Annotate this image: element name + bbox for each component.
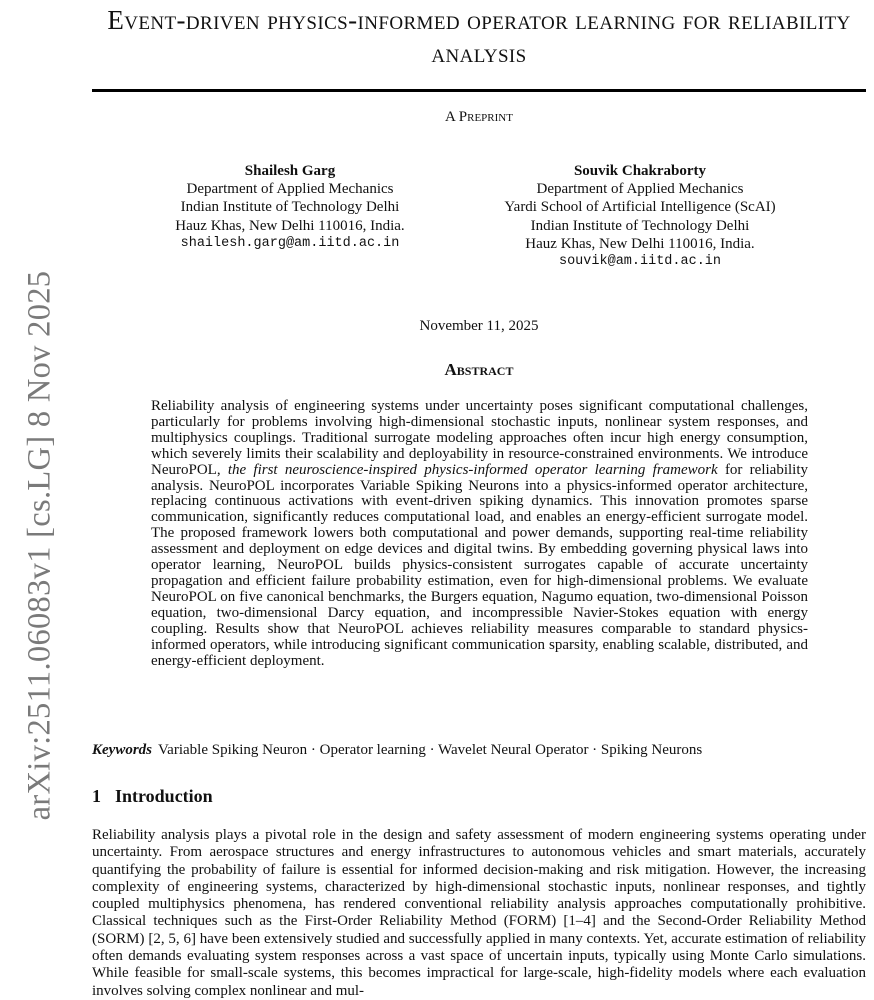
abstract-text-emphasis: the first neuroscience-inspired physics-informed operator learning framework	[227, 461, 718, 478]
author-affiliation-line: Yardi School of Artificial Intelligence (ScAI)	[504, 199, 776, 216]
author-block-2	[480, 162, 800, 271]
author-affiliation-line: Department of Applied Mechanics	[536, 181, 744, 198]
author-affiliation-line: Hauz Khas, New Delhi 110016, India.	[175, 217, 405, 234]
section-heading	[92, 786, 213, 807]
author-block-1	[150, 162, 430, 253]
abstract-body	[151, 399, 808, 669]
keywords-text: Variable Spiking Neuron · Operator learning · Wavelet Neural Operator · Spiking Neurons	[158, 742, 703, 758]
author-affiliation-line: Indian Institute of Technology Delhi	[180, 199, 400, 216]
arxiv-identifier-text: arXiv:2511.06083v1 [cs.LG] 8 Nov 2025	[21, 270, 58, 820]
abstract-heading: Abstract	[444, 360, 514, 379]
title-rule	[92, 89, 866, 92]
introduction-paragraph: Reliability analysis plays a pivotal role in the design and safety assessment of modern engineering systems operating under uncertainty. From aerospace structures and energy infrastructures to autonomous vehicles and smart materials, accurately quantifying the probability of failure is essential for informed decision-making and risk mitigation. However, the increasing complexity of engineering systems, characterized by high-dimensional stochastic inputs, nonlinear responses, and tightly coupled multiphysics phenomena, has rendered conventional reliability analysis approaches computationally prohibitive. Classical techniques such as the First-Order Reliability Method (FORM) [1–4] and the Second-Order Reliability Method (SORM) [2, 5, 6] have been extensively studied and successfully applied in many contexts. Yet, accurate estimation of reliability often demands evaluating system responses across a vast space of uncertain inputs, typically using Monte Carlo simulations. While feasible for small-scale systems, this becomes impractical for large-scale, high-fidelity models where each evaluation involves solving complex nonlinear and mul-	[92, 827, 866, 999]
author-name: Souvik Chakraborty	[573, 163, 707, 179]
abstract-text-after: for reliability analysis. NeuroPOL incorporates Variable Spiking Neurons into a physics-informed operator architecture, replacing continuous activations with event-driven spiking dynamics. This innovation promotes sparse communication, significantly reduces computational load, and enables an energy-efficient surrogate model. The proposed framework lowers both computational and power demands, supporting real-time reliability assessment and deployment on edge devices and digital twins. By embedding governing physical laws into operator learning, NeuroPOL builds physics-consistent surrogates capable of accurate uncertainty propagation and efficient failure probability estimation, even for high-dimensional problems. We evaluate NeuroPOL on five canonical benchmarks, the Burgers equation, Nagumo equation, two-dimensional Poisson equation, two-dimensional Darcy equation, and incompressible Navier-Stokes equation with energy coupling. Results show that NeuroPOL achieves reliability measures comparable to standard physics-informed operators, while introducing significant communication sparsity, enabling scalable, distributed, and energy-efficient deployment.	[151, 461, 809, 669]
author-affiliation-line: Indian Institute of Technology Delhi	[530, 217, 750, 234]
keywords-label: Keywords	[92, 742, 152, 758]
keywords-line	[92, 742, 866, 759]
author-email[interactable]: souvik@am.iitd.ac.in	[558, 254, 722, 270]
author-name: Shailesh Garg	[244, 163, 336, 179]
publication-date: November 11, 2025	[419, 318, 539, 334]
preprint-label: A Preprint	[445, 109, 513, 125]
paper-title: Event-driven physics-informed operator learning for reliability analysis	[107, 5, 851, 68]
section-title: Introduction	[115, 786, 213, 806]
arxiv-identifier	[20, 262, 60, 828]
section-number: 1	[92, 786, 101, 806]
author-affiliation-line: Department of Applied Mechanics	[186, 181, 394, 198]
abstract-text-before: Reliability analysis of engineering systems under uncertainty poses significant computational challenges, particularly for problems involving high-dimensional stochastic inputs, nonlinear system responses, and multiphysics couplings. Traditional surrogate modeling approaches often incur high energy consumption, which severely limits their scalability and deployability in resource-constrained environments. We introduce NeuroPOL,	[151, 398, 808, 478]
author-affiliation-line: Hauz Khas, New Delhi 110016, India.	[525, 235, 755, 252]
author-email[interactable]: shailesh.garg@am.iitd.ac.in	[180, 235, 400, 251]
